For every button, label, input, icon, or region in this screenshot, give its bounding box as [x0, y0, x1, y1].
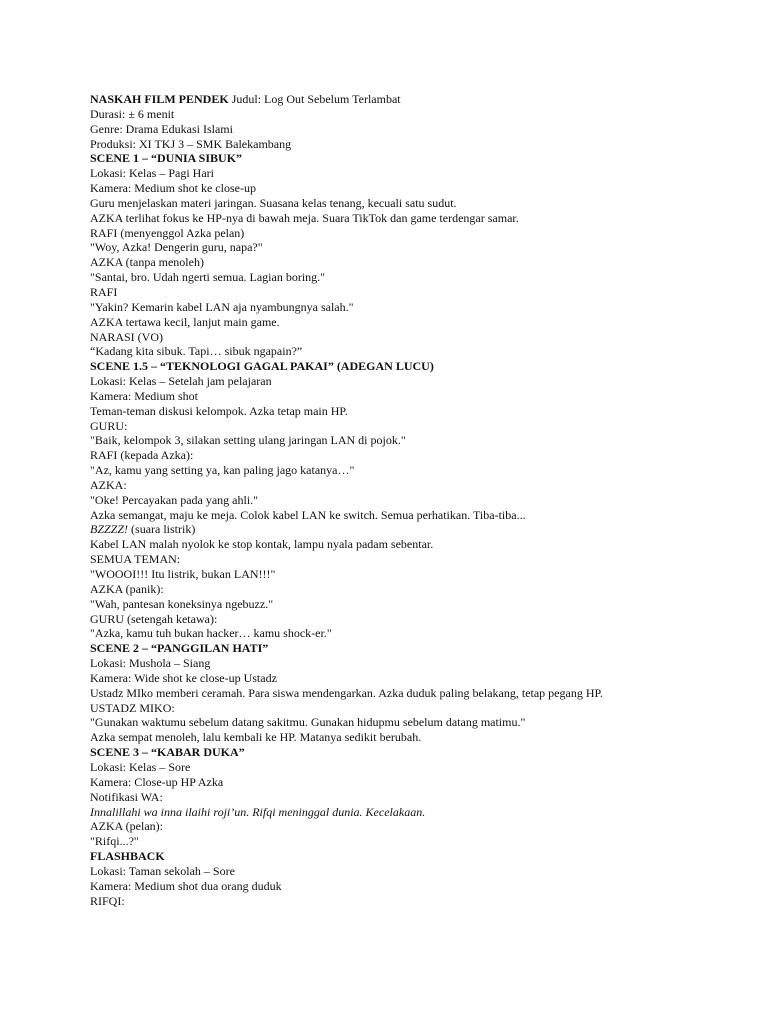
dialogue-line: "WOOOI!!! Itu listrik, bukan LAN!!!" [90, 567, 276, 581]
action-line: Azka semangat, maju ke meja. Colok kabel LAN ke switch. Semua perhatikan. Tiba-tiba... [90, 507, 526, 522]
character-cue: GURU: [90, 418, 128, 433]
camera-line: Kamera: Medium shot dua orang duduk [90, 878, 282, 893]
location-line: Lokasi: Kelas – Sore [90, 759, 191, 774]
dialogue-line: "Gunakan waktumu sebelum datang sakitmu. Gunakan hidupmu sebelum datang matimu." [90, 715, 526, 730]
action-line: Ustadz MIko memberi ceramah. Para siswa mendengarkan. Azka duduk paling belakang, tetap pegang HP. [90, 685, 603, 700]
dialogue-line: "Woy, Azka! Dengerin guru, napa?" [90, 240, 263, 255]
dialogue-line: "Oke! Percayakan pada yang ahli." [90, 492, 259, 507]
sound-effect: BZZZZ! [90, 522, 129, 537]
scene-heading: SCENE 1 – “DUNIA SIBUK” [90, 151, 243, 166]
dialogue-line: "Santai, bro. Udah ngerti semua. Lagian boring." [90, 270, 326, 285]
character-cue: AZKA: [90, 477, 127, 492]
notification-label: Notifikasi WA: [90, 789, 163, 804]
camera-line: Kamera: Close-up HP Azka [90, 774, 224, 789]
scene-heading: SCENE 2 – “PANGGILAN HATI” [90, 641, 269, 656]
production-line: Produksi: XI TKJ 3 – SMK Balekambang [90, 136, 292, 151]
document-title: NASKAH FILM PENDEK [90, 92, 229, 106]
dialogue-line: "Azka, kamu tuh bukan hacker… kamu shock-er." [90, 626, 332, 641]
camera-line: Kamera: Medium shot [90, 388, 198, 403]
dialogue-line: "Yakin? Kemarin kabel LAN aja nyambungnya salah." [90, 299, 354, 314]
action-line: AZKA tertawa kecil, lanjut main game. [90, 314, 280, 329]
flashback-heading: FLASHBACK [90, 849, 165, 864]
character-cue: NARASI (VO) [90, 329, 163, 344]
script-title-line [90, 92, 730, 107]
dialogue-line: "Baik, kelompok 3, silakan setting ulang jaringan LAN di pojok." [90, 433, 406, 448]
film-title: Judul: Log Out Sebelum Terlambat [228, 92, 401, 106]
location-line: Lokasi: Kelas – Pagi Hari [90, 166, 214, 181]
scene-heading: SCENE 3 – “KABAR DUKA” [90, 745, 245, 760]
character-cue: AZKA (tanpa menoleh) [90, 255, 204, 270]
dialogue-line: "Az, kamu yang setting ya, kan paling jago katanya…" [90, 463, 355, 478]
genre-line: Genre: Drama Edukasi Islami [90, 121, 233, 136]
sound-effect-note: (suara listrik) [128, 522, 196, 537]
location-line: Lokasi: Mushola – Siang [90, 656, 211, 671]
character-cue: RIFQI: [90, 893, 125, 908]
scene-heading: SCENE 1.5 – “TEKNOLOGI GAGAL PAKAI” (ADEGAN LUCU) [90, 359, 434, 374]
character-cue: SEMUA TEMAN: [90, 552, 181, 567]
character-cue: GURU (setengah ketawa): [90, 611, 218, 626]
script-document [90, 92, 730, 908]
character-cue: AZKA (panik): [90, 581, 164, 596]
camera-line: Kamera: Medium shot ke close-up [90, 181, 256, 196]
character-cue: USTADZ MIKO: [90, 700, 175, 715]
action-line: AZKA terlihat fokus ke HP-nya di bawah meja. Suara TikTok dan game terdengar samar. [90, 210, 519, 225]
character-cue: RAFI [90, 284, 118, 299]
dialogue-line: "Wah, pantesan koneksinya ngebuzz." [90, 596, 274, 611]
location-line: Lokasi: Taman sekolah – Sore [90, 863, 235, 878]
dialogue-line: “Kadang kita sibuk. Tapi… sibuk ngapain?” [90, 344, 303, 359]
character-cue: AZKA (pelan): [90, 819, 163, 834]
location-line: Lokasi: Kelas – Setelah jam pelajaran [90, 374, 272, 389]
dialogue-line: "Rifqi...?" [90, 834, 139, 849]
camera-line: Kamera: Wide shot ke close-up Ustadz [90, 670, 277, 685]
action-line: Azka sempat menoleh, lalu kembali ke HP. Matanya sedikit berubah. [90, 730, 422, 745]
action-line: Guru menjelaskan materi jaringan. Suasana kelas tenang, kecuali satu sudut. [90, 195, 457, 210]
action-line: Kabel LAN malah nyolok ke stop kontak, lampu nyala padam sebentar. [90, 537, 434, 552]
character-cue: RAFI (kepada Azka): [90, 448, 194, 463]
notification-message: Innalillahi wa inna ilaihi roji’un. Rifqi meninggal dunia. Kecelakaan. [90, 804, 426, 819]
action-line: Teman-teman diskusi kelompok. Azka tetap main HP. [90, 403, 348, 418]
character-cue: RAFI (menyenggol Azka pelan) [90, 225, 245, 240]
sound-effect-line [90, 522, 730, 537]
duration-line: Durasi: ± 6 menit [90, 106, 175, 121]
